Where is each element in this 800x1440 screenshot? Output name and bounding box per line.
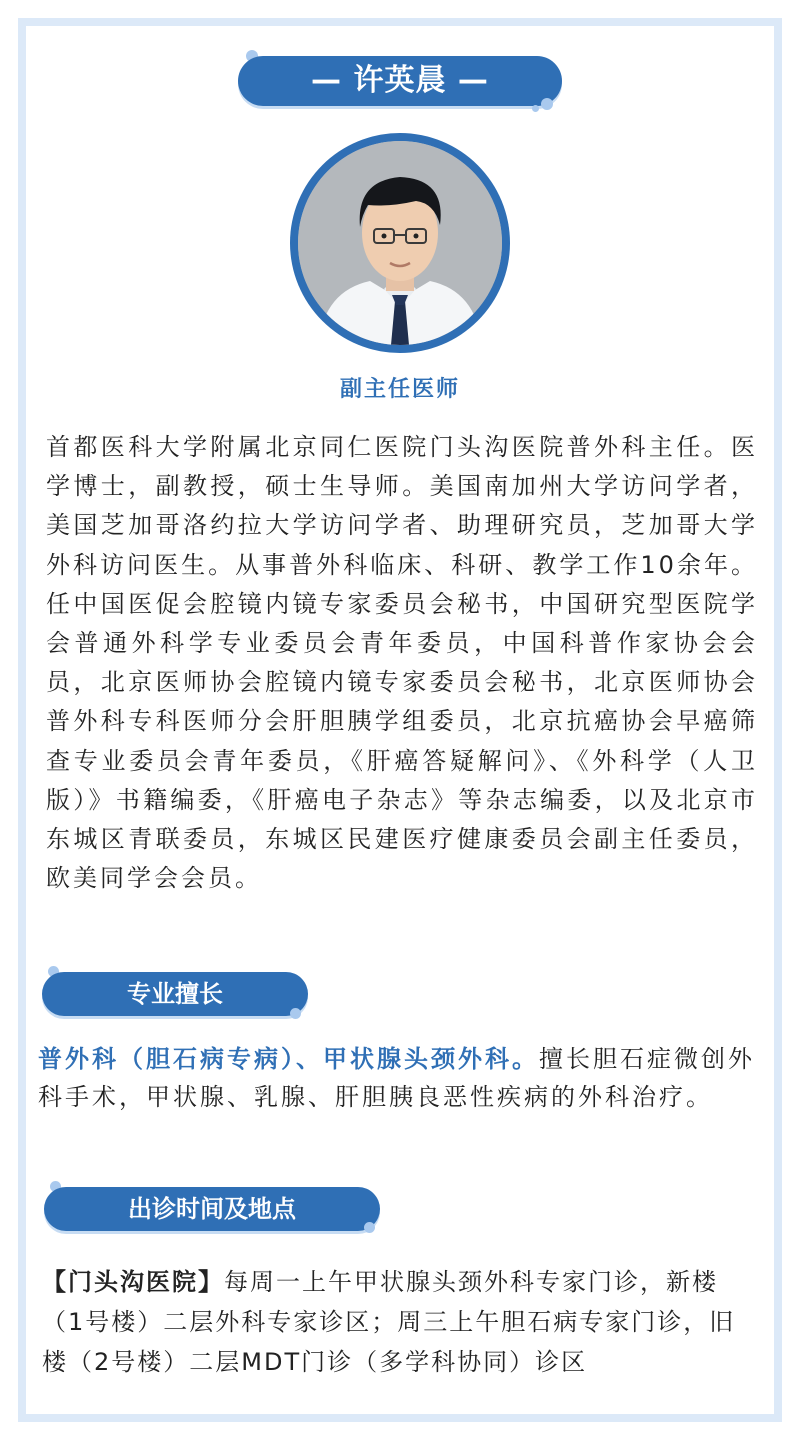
decor-dot [541, 98, 553, 110]
doctor-title: 副主任医师 [339, 377, 460, 402]
specialty-heading: 专业擅长 [42, 972, 308, 1016]
decor-dot [290, 1008, 301, 1019]
clinic-heading: 出诊时间及地点 [44, 1187, 380, 1231]
avatar-frame [290, 133, 510, 353]
doctor-name: — 许英晨 — [238, 56, 562, 106]
clinic-location: 【门头沟医院】 [42, 1268, 224, 1296]
decor-dot [532, 105, 539, 112]
specialty-description: 擅长胆石症微创外科手术，甲状腺、乳腺、肝胆胰良恶性疾病的外科治疗。 [38, 1045, 755, 1111]
clinic-schedule: 每周一上午甲状腺头颈外科专家门诊，新楼（1号楼）二层外科专家诊区；周三上午胆石病专家门诊，旧楼（2号楼）二层MDT门诊（多学科协同）诊区 [42, 1268, 736, 1376]
doctor-bio: 首都医科大学附属北京同仁医院门头沟医院普外科主任。医学博士，副教授，硕士生导师。美国南加州大学访问学者，美国芝加哥洛约拉大学访问学者、助理研究员，芝加哥大学外科访问医生。从事普外科临床、科研、教学工作10余年。任中国医促会腔镜内镜专家委员会秘书，中国研究型医院学会普通外科学专业委员会青年委员，中国科普作家协会会员，北京医师协会腔镜内镜专家委员会秘书，北京医师协会普外科专科医师分会肝胆胰学组委员，北京抗癌协会早癌筛查专业委员会青年委员，《肝癌答疑解问》、《外科学（人卫版）》书籍编委，《肝癌电子杂志》等杂志编委，以及北京市东城区青联委员，东城区民建医疗健康委员会副主任委员，欧美同学会会员。 [46, 433, 758, 893]
decor-dot [364, 1222, 375, 1233]
avatar [298, 141, 502, 345]
specialty-text [38, 1040, 760, 1116]
specialty-highlight: 普外科（胆石病专病）、甲状腺头颈外科。 [38, 1045, 539, 1073]
doctor-portrait [298, 141, 502, 345]
clinic-text [42, 1262, 760, 1382]
